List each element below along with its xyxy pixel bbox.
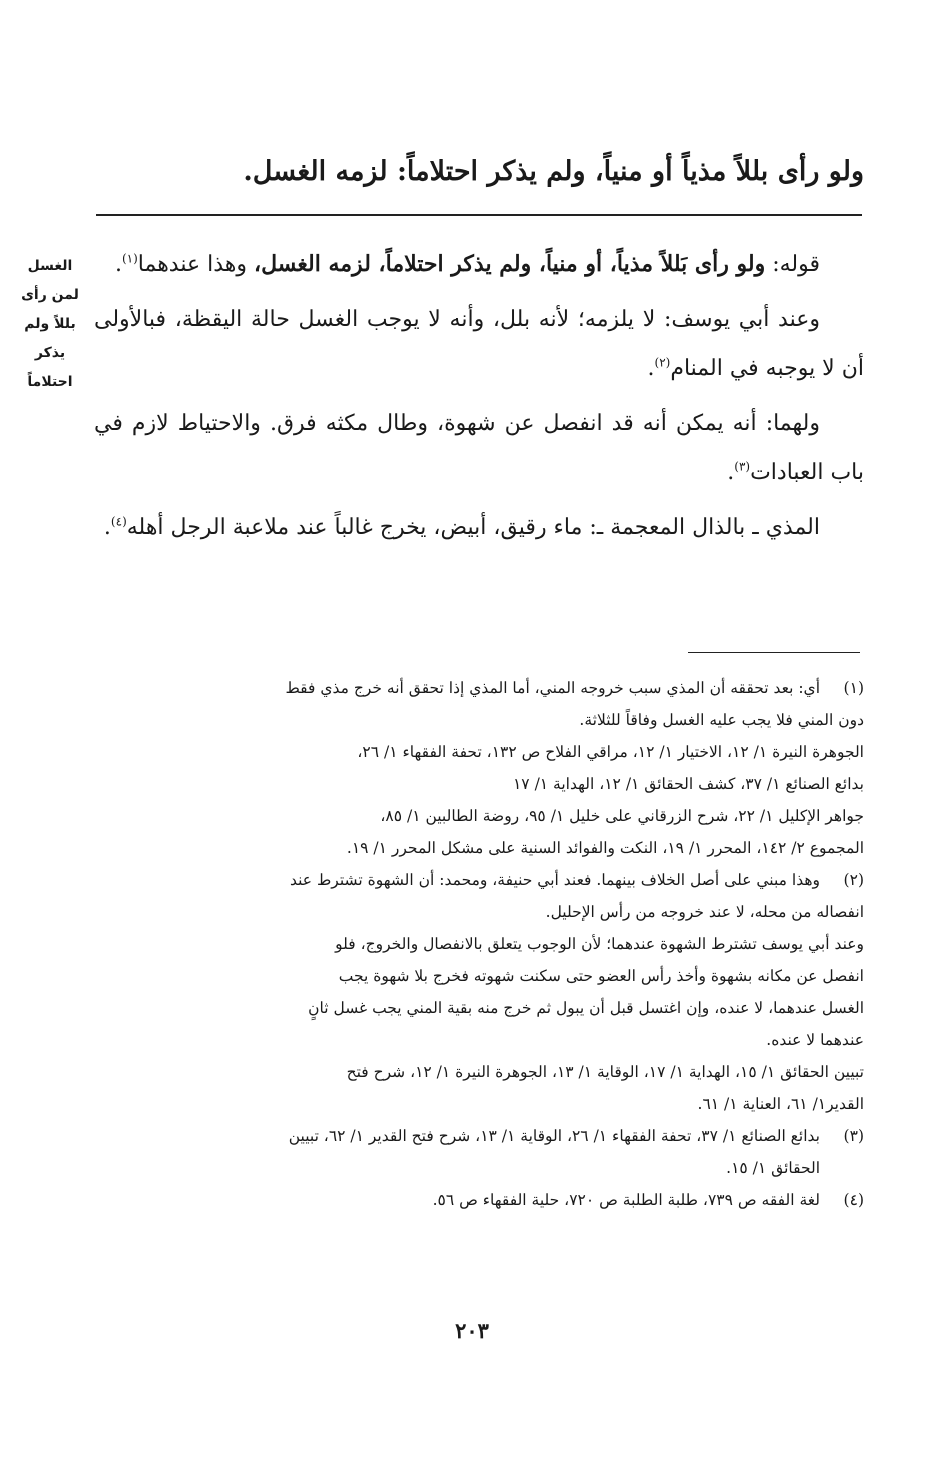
footnote-line: دون المني فلا يجب عليه الغسل وفاقاً للثلاثة. — [579, 711, 864, 729]
footnote-line: انفصاله من محله، لا عند خروجه من رأس الإحليل. — [545, 903, 864, 921]
footnote-ref-3[interactable]: (٣) — [734, 459, 751, 474]
margin-note-line: الغسل — [27, 258, 73, 274]
commentary — [94, 240, 864, 558]
footnote-divider — [688, 652, 860, 653]
footnote-number: (٤) — [843, 1191, 864, 1209]
footnote-number: (٣) — [843, 1127, 864, 1145]
footnote-line: عندهما لا عنده. — [766, 1031, 864, 1049]
lead-word: قوله: — [765, 252, 820, 277]
footnote-source: بدائع الصنائع ١/ ٣٧، تحفة الفقهاء ١/ ٢٦، الوقاية ١/ ١٣، شرح فتح القدير ١/ ٦٢، تبيين — [288, 1127, 820, 1145]
footnote-ref-2[interactable]: (٢) — [654, 355, 671, 370]
margin-note — [14, 252, 86, 397]
footnote-2 — [86, 864, 864, 1120]
footnote-source: القدير١/ ٦١، العناية ١/ ٦١. — [697, 1095, 864, 1113]
footnote-source: الجوهرة النيرة ١/ ١٢، الاختيار ١/ ١٢، مراقي الفلاح ص ١٣٢، تحفة الفقهاء ١/ ٢٦، — [357, 743, 864, 761]
commentary-paragraph-2: وعند أبي يوسف: لا يلزمه؛ لأنه بلل، وأنه لا يوجب الغسل حالة اليقظة، فبالأولى أن لا يوجبه في المنام$^{(٢)}$. — [94, 307, 864, 381]
footnote-source: تبيين الحقائق ١/ ١٥، الهداية ١/ ١٧، الوقاية ١/ ١٣، الجوهرة النيرة ١/ ١٢، شرح فتح — [346, 1063, 864, 1081]
paragraph-text: ولهما: أنه يمكن أنه قد انفصل عن شهوة، وطال مكثه فرق. والاحتياط لازم في باب العبادات — [94, 411, 864, 485]
commentary-paragraph-3: ولهما: أنه يمكن أنه قد انفصل عن شهوة، وطال مكثه فرق. والاحتياط لازم في باب العبادات$^{(٣)}$. — [94, 411, 864, 485]
footnote-line: الغسل عندهما، لا عنده، وإن اغتسل قبل أن يبول ثم خرج منه بقية المني يجب غسل ثانٍ — [308, 999, 864, 1017]
paragraph-text: المذي ـ بالذال المعجمة ـ: ماء رقيق، أبيض، يخرج غالباً عند ملاعبة الرجل أهله — [126, 515, 820, 540]
footnote-source: بدائع الصنائع ١/ ٣٧، كشف الحقائق ١/ ١٢، الهداية ١/ ١٧ — [512, 775, 864, 793]
margin-note-line: بللاً ولم — [24, 316, 76, 332]
footnote-source: المجموع ٢/ ١٤٢، المحرر ١/ ١٩، النكت والفوائد السنية على مشكل المحرر ١/ ١٩. — [346, 839, 864, 857]
margin-note-line: يذكر — [34, 345, 66, 361]
footnote-line: وهذا مبني على أصل الخلاف بينهما. فعند أبي حنيفة، ومحمد: أن الشهوة تشترط عند — [289, 871, 820, 889]
footnote-ref-1[interactable]: (١) — [121, 251, 138, 266]
footnote-source: لغة الفقه ص ٧٣٩، طلبة الطلبة ص ٧٢٠، حلية الفقهاء ص ٥٦. — [432, 1191, 820, 1209]
footnote-line: انفصل عن مكانه بشهوة وأخذ رأس العضو حتى سكنت شهوته فخرج بلا شهوة يجب — [338, 967, 864, 985]
footnote-line: وعند أبي يوسف تشترط الشهوة عندهما؛ لأن الوجوب يتعلق بالانفصال والخروج، فلو — [335, 935, 864, 953]
header-divider — [96, 214, 862, 216]
footnote-4 — [86, 1184, 864, 1216]
commentary-paragraph-4: المذي ـ بالذال المعجمة ـ: ماء رقيق، أبيض، يخرج غالباً عند ملاعبة الرجل أهله$^{(٤)}$. — [103, 514, 820, 540]
footnote-number: (٢) — [843, 871, 864, 889]
footnote-source: الحقائق ١/ ١٥. — [726, 1159, 820, 1177]
margin-note-line: لمن رأى — [21, 287, 79, 303]
matn-heading: ولو رأى بللاً مذياً أو منياً، ولم يذكر احتلاماً: لزمه الغسل. — [243, 156, 864, 187]
footnote-number: (١) — [843, 679, 864, 697]
page-number: ٢٠٣ — [455, 1318, 489, 1343]
footnote-source: جواهر الإكليل ١/ ٢٢، شرح الزرقاني على خليل ١/ ٩٥، روضة الطالبين ١/ ٨٥، — [380, 807, 864, 825]
commentary-paragraph-1: قوله: ولو رأى بَللاً مذياً، أو منياً، ولم يذكر احتلاماً، لزمه الغسل، وهذا عندهما$^{(١)}$. — [114, 251, 820, 277]
footnotes — [86, 672, 864, 1216]
footnote-3 — [86, 1120, 864, 1184]
footnote-ref-4[interactable]: (٤) — [110, 514, 127, 529]
margin-note-line: احتلاماً — [27, 374, 73, 390]
footnote-1 — [86, 672, 864, 864]
paragraph-text: وهذا عندهما — [137, 252, 254, 277]
quoted-matn: ولو رأى بَللاً مذياً، أو منياً، ولم يذكر احتلاماً، لزمه الغسل، — [254, 251, 766, 277]
footnote-line: أي: بعد تحققه أن المذي سبب خروجه المني، أما المذي إذا تحقق أنه خرج مذي فقط — [285, 679, 820, 697]
paragraph-text: وعند أبي يوسف: لا يلزمه؛ لأنه بلل، وأنه لا يوجب الغسل حالة اليقظة، فبالأولى أن لا يوجبه في المنام — [94, 307, 864, 381]
